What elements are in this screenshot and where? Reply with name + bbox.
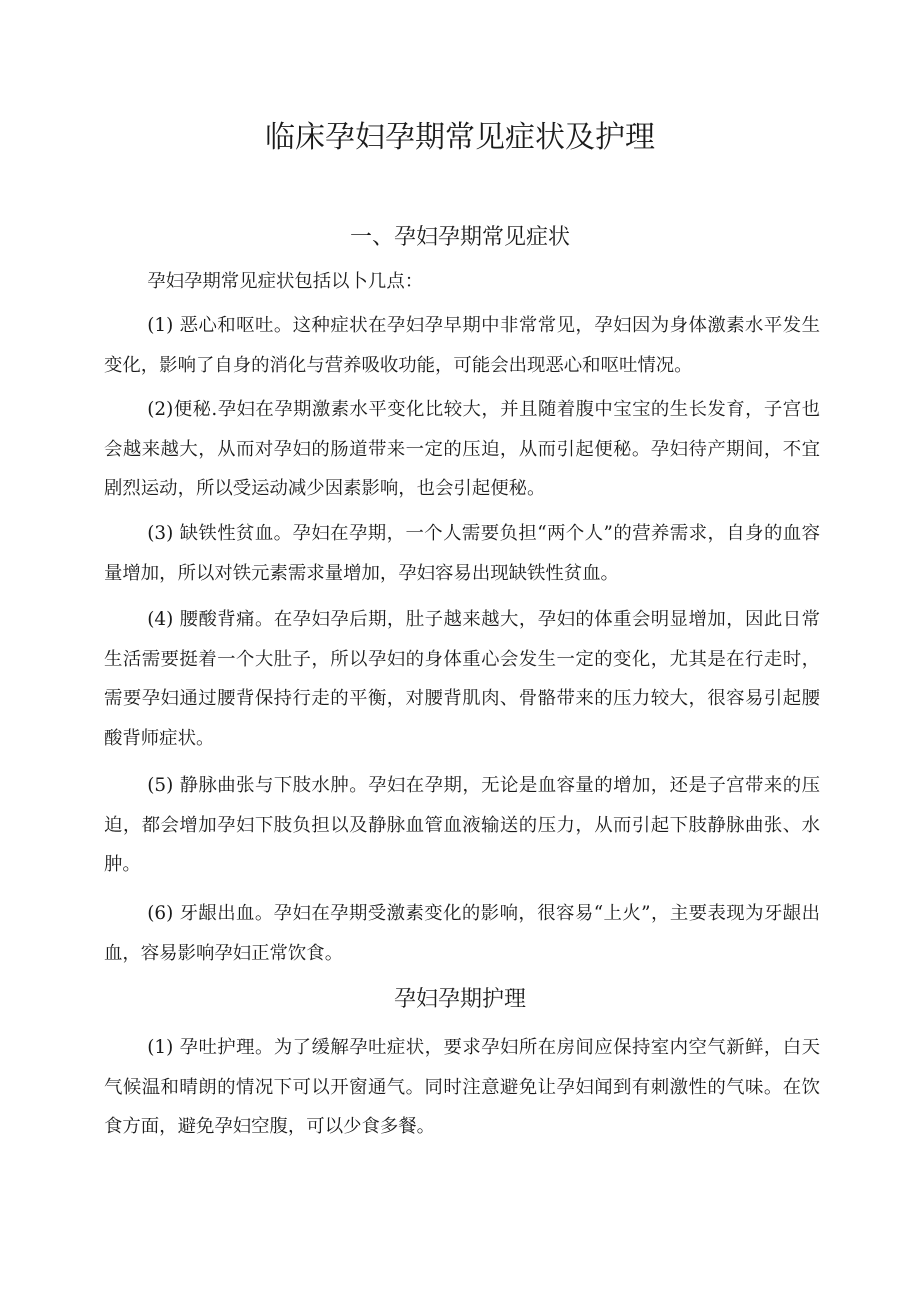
symptoms-intro: 孕妇孕期常见症状包括以卜几点：	[147, 271, 424, 292]
care-item-morning-sickness: (1) 孕吐护理。为了缓解孕吐症状，要求孕妇所在房间应保持室内空气新鲜，白天气候温和晴朗的情况下可以开窗通气。同时注意避免让孕妇闻到有刺激性的气味。在饮食方面，避免孕妇空腹，可以少食多餐。	[104, 1037, 820, 1137]
symptom-item-back-pain: (4) 腰酸背痛。在孕妇孕后期，肚子越来越大，孕妇的体重会明显增加，因此日常生活需要挺着一个大肚子，所以孕妇的身体重心会发生一定的变化，尤其是在行走时，需要孕妇通过腰背保持行走的平衡，对腰背肌肉、骨骼带来的压力较大，很容易引起腰酸背师症状。	[104, 609, 820, 749]
symptom-item-constipation: (2)便秘.孕妇在孕期激素水平变化比较大，并且随着腹中宝宝的生长发育，子宫也会越来越大，从而对孕妇的肠道带来一定的压迫，从而引起便秘。孕妇待产期间，不宜剧烈运动，所以受运动减少因素影响，也会引起便秘。	[104, 399, 820, 499]
section-heading-symptoms: 一、孕妇孕期常见症状	[349, 225, 570, 250]
symptom-item-varicose-edema: (5) 静脉曲张与下肢水肿。孕妇在孕期，无论是血容量的增加，还是子宫带来的压迫，都会增加孕妇下肢负担以及静脉血管血液输送的压力，从而引起下肢静脉曲张、水肿。	[104, 775, 820, 875]
symptom-item-gum-bleeding: (6) 牙龈出血。孕妇在孕期受激素变化的影响，很容易“上火”，主要表现为牙龈出血，容易影响孕妇正常饮食。	[104, 903, 820, 964]
symptom-item-nausea: (1) 恶心和呕吐。这种症状在孕妇孕早期中非常常见，孕妇因为身体激素水平发生变化，影响了自身的消化与营养吸收功能，可能会出现恶心和呕吐情况。	[104, 315, 820, 376]
symptom-item-anemia: (3) 缺铁性贫血。孕妇在孕期，一个人需要负担“两个人”的营养需求，自身的血容量增加，所以对铁元素需求量增加，孕妇容易出现缺铁性贫血。	[104, 523, 820, 584]
section-heading-care: 孕妇孕期护理	[393, 987, 526, 1012]
document-title: 临床孕妇孕期常见症状及护理	[265, 120, 655, 155]
